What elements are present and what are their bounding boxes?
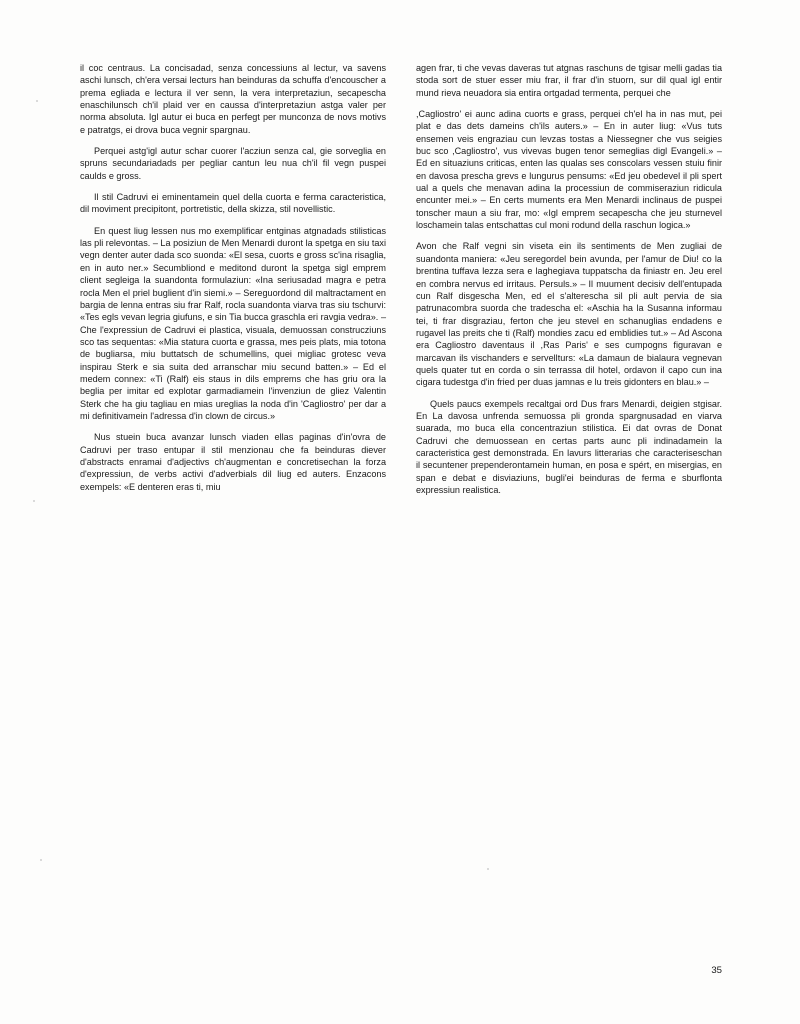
- page-speck: [33, 500, 35, 502]
- page-speck: [36, 100, 38, 102]
- page-content: [80, 62, 722, 496]
- paragraph: Quels paucs exempels recaltgai ord Dus frars Menardi, deigien stgisar. En La davosa unfrenda semuossa pli gronda spargnusadad en viarva suarada, mo buca ella concentraziun stilistica. Ei dat ovras de Donat Cadruvi che demuossean en certas parts aunc pli indinadamein la caracteristica gest demonstrada. En lavurs litterarias che caracteriseschan il secuntener prependerontamein human, en posa e spért, en misergias, en span e debat e disviaziuns, bugli'ei beinduras de ferma e sburflonta expressiun realistica.: [416, 398, 722, 495]
- paragraph: Nus stuein buca avanzar lunsch viaden ellas paginas d'in'ovra de Cadruvi per traso entupar il stil menzionau che fa beinduras diever d'abstracts enramai d'adjectivs ch'augmentan e concretisechan la forza d'expressiun, de verbs activi d'adverbials dil liug ed auters. Enzacons exempels: «E denteren eras ti, miu: [80, 432, 386, 492]
- paragraph: Il stil Cadruvi ei eminentamein quel della cuorta e ferma caracteristica, dil moviment precipitont, portretistic, della skizza, stil novellistic.: [80, 192, 386, 215]
- left-column: [80, 62, 386, 493]
- paragraph: Perquei astg'igl autur schar cuorer l'acziun senza cal, gie sorveglia en spruns secundariadads per pegliar cantun leu nua ch'il fil vegn puspei caulds e gross.: [80, 146, 386, 181]
- paragraph: ,Cagliostro' ei aunc adina cuorts e grass, perquei ch'el ha in nas mut, pei plat e das dets dameins ch'ils auters.» – En in auter liug: «Vus tuts ensemen veis engraziau cun levzas tostas a Niessegner che vus seigies buc sco ,Cagliostro', vus vivevas bugen tenor semeglias digl Evangeli.» – Ed en situaziuns criticas, enten las qualas ses conscolars vessen stuiu finir en davosa prescha grevs e lungurus pensums: «Ed jeu obedevel il pli spert ual a quels che menavan adina la processiun de commiseraziun ridicula encunter mei.» – En certs muments era Men Menardi inclinaus de puspei tonscher maun a siu frar, mo: «Igl emprem secapescha che jeu sturnevel loschamein talas entschattas cul moni rodund della raschun logica.»: [416, 109, 722, 231]
- page-speck: [40, 859, 42, 861]
- paragraph: En quest liug lessen nus mo exemplificar entginas atgnadads stilisticas las pli relevontas. – La posiziun de Men Menardi duront la spetga en siu taxi vegn denter auter dada sco suonda: «El sesa, cuorts e gross sc'ina risaglia, en in auto ner.» Secumbliond e meditond duront la spetga sigl emprem client segleiga la suandonta formulaziun: «Ina seriusadad magra e petra rocla Men el priel buglient d'in siemi.» – Sereguordond dil maltractament en bargia de lenna entras siu frar Ralf, rocla suandonta viarva tras siu tschurvi: «Tes egls vevan legria giufuns, e sin Tia bucca graschla eri ravgia vedra». – Che l'expressiun de Cadruvi ei plastica, visuala, demuossan construcziuns sco tas sequentas: «Mia statura cuorta e grassa, mes peis plats, mia totona de bugliarsa, miu buttatsch de schumellins, quei migliac grotesc veva inspirau Sterk e sia suita ded arranschar miu secund batten.» – Ed el medem connex: «Ti (Ralf) eis staus in dils emprems che has griu ora la beglia per imitar ed explotar garmadiamein l'invenziun de gliez Valentin Sterk che ha giu tagliau en mias ureglias la noda d'in 'Cagliostro' per dar a mi definitivamein l'adressa d'in clown de circus.»: [80, 225, 386, 421]
- paragraph: agen frar, ti che vevas daveras tut atgnas raschuns de tgisar melli gadas tia stoda sort de stuer esser miu frar, il frar d'in stuorn, sur dil qual igl entir mund rieva neuadora sia entira ortgadad termenta, perquei che: [416, 63, 722, 98]
- right-column: [416, 62, 722, 496]
- page-number: 35: [711, 965, 722, 976]
- paragraph: il coc centraus. La concisadad, senza concessiuns al lectur, va savens aschi lunsch, ch'era versai lecturs han beinduras da schuffa d'encouscher a prema egliada e lectura il ver senn, la vera interpretaziun, secapescha enaschilunsch ch'il plaid ver en caussa d'interpretaziun astga valer per norma absoluta. Igl autur ei buca en perfegt per munconza de novs motivs e patratgs, ei drova buca vegnir spargnau.: [80, 63, 386, 135]
- paragraph: Avon che Ralf vegni sin viseta ein ils sentiments de Men zugliai de suandonta maniera: «Jeu seregordel bein avunda, per l'amur de Diu! co la brentina tuffava lezza sera e laghegiava tuppatscha da finiastr en. Jeu erel en combra nervus ed irritaus. Persuls.» – Il muument decisiv dell'entupada cun Ralf disgescha Men, ed el s'alterescha sil pli ault pervia de sia patrunacombra suorda che tradescha el: «Aschia ha la Susanna informau tei, ti frar disgraziau, ferton che jeu stevel en schanuglias endadens e rugavel las preits che ti (Ralf) mondies zacu ed emblidies tut.» – Ad Ascona era Cagliostro daventaus il ,Ras Paris' e ses cumpogns figuravan e marcavan ils vischanders e servellturs: «La damaun de bialaura vegnevan quels quater tut en corda o sin terrassa dil hotel, ordavon il capo cun ina cigara tudestga d'in fried per duas jamnas e lu treis gidonters en blau.» –: [416, 241, 722, 388]
- page-speck: [487, 868, 489, 870]
- two-column-layout: [80, 62, 722, 496]
